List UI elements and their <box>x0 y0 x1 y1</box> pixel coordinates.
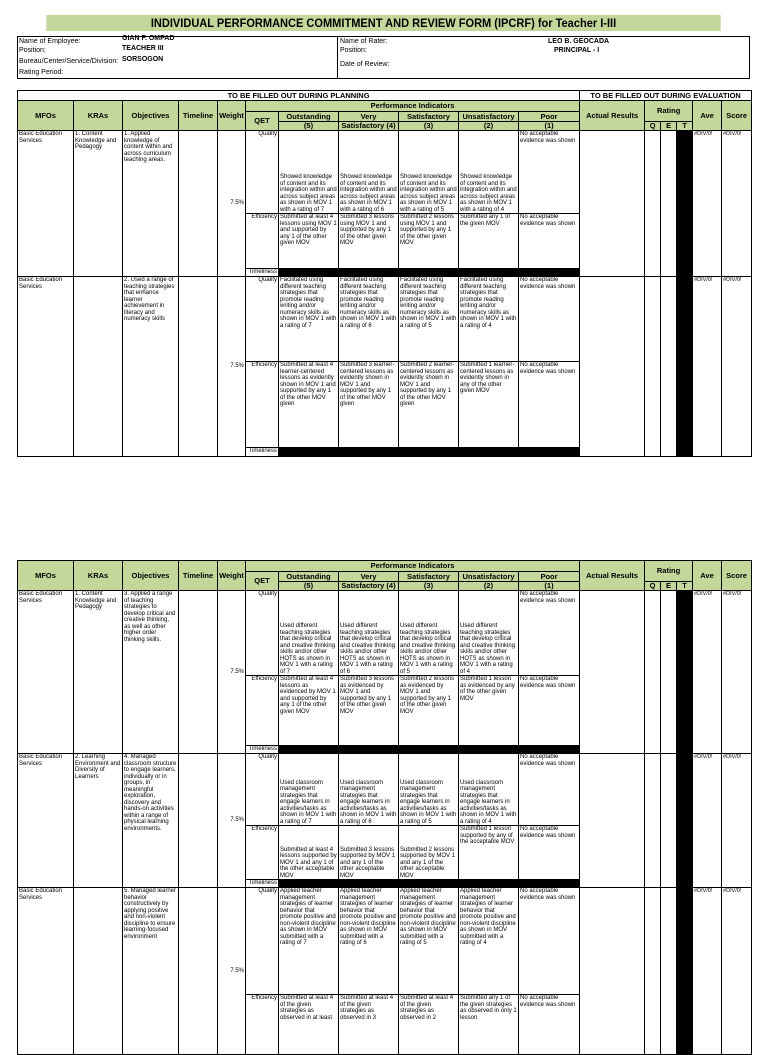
efficiency-indicator-4: Submitted 3 learner-centered lessons as evidently shown in MOV 1 and supported by any 1 of the other MOV given <box>339 362 399 448</box>
col-outstanding: Outstanding <box>279 572 339 582</box>
col-weight: Weight <box>218 101 246 131</box>
rating-q-cell <box>645 591 661 754</box>
quality-indicator-4: Used classroom management strategies that engage learners in activities/tasks as shown in MOV 1 with a rating of 6 <box>339 754 399 826</box>
rating-q-cell <box>645 888 661 1055</box>
qet-timeliness-label: Timeliness <box>246 746 279 754</box>
form-title: INDIVIDUAL PERFORMANCE COMMITMENT AND REVIEW FORM (IPCRF) for Teacher I-III <box>46 15 720 31</box>
efficiency-indicator-4: Submitted 3 lessons using MOV 1 and supported by any 1 of the other given MOV <box>339 214 399 269</box>
rater-position-value: PRINCIPAL - I <box>554 47 600 54</box>
col-satisfactory: Satisfactory <box>399 572 459 582</box>
col-satisfactory: Satisfactory <box>399 112 459 122</box>
timeline-cell <box>179 754 218 888</box>
rating-t-cell <box>677 131 693 277</box>
quality-indicator-2: Applied teacher management strategies of learner behavior that promote positive and non-violent discipline as shown in MOV submitted with a rating of 4 <box>459 888 519 995</box>
mfo-cell: Basic Education Services <box>18 888 74 1055</box>
efficiency-indicator-3: Submitted 2 lessons using MOV 1 and supported by any 1 of the other given MOV <box>399 214 459 269</box>
info-divider <box>337 37 338 78</box>
quality-indicator-5: Showed knowledge of content and its integration within and across subject areas as shown in MOV 1 with a rating of 7 <box>279 131 339 214</box>
efficiency-indicator-5: Submitted at least 4 lessons using MOV 1 and supported by any 1 of the other given MOV <box>279 214 339 269</box>
weight-cell: 7.5% <box>218 131 246 277</box>
qet-efficiency-label: Efficiency <box>246 214 279 269</box>
bureau-label: Bureau/Center/Service/Division: <box>19 58 119 65</box>
qet-efficiency-label: Efficiency <box>246 995 279 1055</box>
quality-indicator-4: Facilitated using different teaching strategies that promote reading writing and/or numeracy skills as shown in MOV 1 with a rating of 6 <box>339 277 399 362</box>
timeline-cell <box>179 131 218 277</box>
qet-quality-label: Quality <box>246 277 279 362</box>
quality-indicator-5: Applied teacher management strategies of learner behavior that promote positive and non-violent discipline as shown in MOV submitted with a rating of 7 <box>279 888 339 995</box>
col-q: Q <box>645 122 661 131</box>
efficiency-indicator-1: No acceptable evidence was shown <box>519 214 580 269</box>
col-very-satisfactory-num: Satisfactory (4) <box>339 122 399 131</box>
timeliness-blackout <box>279 880 580 888</box>
efficiency-indicator-2: Submitted 1 lesson as evidenced by any of the other given MOV <box>459 676 519 746</box>
ave-cell: #DIV/0! <box>693 591 722 754</box>
mfo-cell: Basic Education Services <box>18 591 74 754</box>
efficiency-indicator-2: Submitted 1 lesson supported by any of the acceptable MOV <box>459 826 519 880</box>
col-objectives: Objectives <box>123 561 179 591</box>
score-cell: #DIV/0! <box>722 277 752 457</box>
efficiency-indicator-2: Submitted 1 learner-centered lessons as evidently shown in any of the other given MOV <box>459 362 519 448</box>
rating-q-cell <box>645 754 661 888</box>
actual-results-cell <box>580 888 645 1055</box>
score-cell: #DIV/0! <box>722 591 752 754</box>
mfo-cell: Basic Education Services <box>18 754 74 888</box>
efficiency-indicator-4: Submitted 3 lessons supported by MOV 1 and any 1 of the other acceptable MOV <box>339 826 399 880</box>
col-satisfactory-num: (3) <box>399 582 459 591</box>
col-poor: Poor <box>519 572 580 582</box>
efficiency-indicator-3: Submitted 2 learner-centered lessons as evidently shown in MOV 1 and supported by any 1 of the other MOV given <box>399 362 459 448</box>
objective-cell: 5. Managed learner behavior constructively by applying positive and non-violent discipline to ensure learning-focused environment <box>123 888 179 1055</box>
col-rating: Rating <box>645 561 693 582</box>
rating-e-cell <box>661 754 677 888</box>
col-mfos: MFOs <box>18 561 74 591</box>
quality-indicator-4: Applied teacher management strategies of learner behavior that promote positive and non-violent discipline as shown in MOV submitted with a rating of 6 <box>339 888 399 995</box>
col-performance-indicators: Performance Indicators <box>246 101 580 112</box>
quality-indicator-4: Used different teaching strategies that develop critical and creative thinking skills and/or other HOTS as shown in MOV 1 with a rating of 6 <box>339 591 399 676</box>
rater-position-label: Position: <box>340 47 367 54</box>
ave-cell: #DIV/0! <box>693 754 722 888</box>
qet-quality-label: Quality <box>246 888 279 995</box>
efficiency-indicator-3: Submitted 2 lessons as evidenced by MOV 1 and supported by any 1 of the other given MOV <box>399 676 459 746</box>
rating-t-cell <box>677 754 693 888</box>
rating-t-cell <box>677 591 693 754</box>
col-e: E <box>661 122 677 131</box>
efficiency-indicator-2: Submitted any 1 of the given MOV <box>459 214 519 269</box>
rating-t-cell <box>677 277 693 457</box>
col-timeline: Timeline <box>179 561 218 591</box>
mfo-cell: Basic Education Services <box>18 131 74 277</box>
score-cell: #DIV/0! <box>722 888 752 1055</box>
employee-label: Name of Employee: <box>19 38 81 45</box>
col-score: Score <box>722 561 752 591</box>
timeliness-blackout <box>279 269 580 277</box>
timeline-cell <box>179 888 218 1055</box>
efficiency-indicator-4: Submitted at least 4 of the given strategies as observed in 3 <box>339 995 399 1055</box>
quality-indicator-1: No acceptable evidence was shown <box>519 131 580 214</box>
col-score: Score <box>722 101 752 131</box>
rating-t-cell <box>677 888 693 1055</box>
timeliness-blackout <box>279 746 580 754</box>
qet-efficiency-label: Efficiency <box>246 362 279 448</box>
col-mfos: MFOs <box>18 101 74 131</box>
efficiency-indicator-3: Submitted at least 4 of the given strategies as observed in 2 <box>399 995 459 1055</box>
rating-period-label: Rating Period: <box>19 69 64 76</box>
quality-indicator-2: Used different teaching strategies that develop critical and creative thinking skills and/or other HOTS as shown in MOV 1 with a rating of 4 <box>459 591 519 676</box>
quality-indicator-4: Showed knowledge of content and its integration within and across subject areas as shown in MOV 1 with a rating of 6 <box>339 131 399 214</box>
col-very-satisfactory: Very <box>339 112 399 122</box>
col-ave: Ave <box>693 101 722 131</box>
kra-cell <box>74 277 123 457</box>
col-very-satisfactory-num: Satisfactory (4) <box>339 582 399 591</box>
position-value: TEACHER III <box>122 45 164 52</box>
col-unsatisfactory-num: (2) <box>459 122 519 131</box>
quality-indicator-2: Used classroom management strategies that engage learners in activities/tasks as shown in MOV 1 with a rating of 4 <box>459 754 519 826</box>
quality-indicator-3: Facilitated using different teaching strategies that promote reading writing and/or numeracy skills as shown in MOV 1 with a rating of 5 <box>399 277 459 362</box>
col-unsatisfactory: Unsatisfactory <box>459 112 519 122</box>
employee-info-box <box>17 36 750 79</box>
kra-cell: 1. Content Knowledge and Pedagogy <box>74 591 123 754</box>
col-poor: Poor <box>519 112 580 122</box>
col-ave: Ave <box>693 561 722 591</box>
employee-name: GIAN F. OMPAD <box>122 35 175 42</box>
efficiency-indicator-2: Submitted any 1 of the given strategies as observed in only 1 lesson <box>459 995 519 1055</box>
col-timeline: Timeline <box>179 101 218 131</box>
qet-timeliness-label: Timeliness <box>246 448 279 457</box>
col-satisfactory-num: (3) <box>399 122 459 131</box>
efficiency-indicator-3: Submitted 2 lessons supported by MOV 1 and any 1 of the other acceptable MOV <box>399 826 459 880</box>
timeline-cell <box>179 277 218 457</box>
rating-e-cell <box>661 591 677 754</box>
qet-quality-label: Quality <box>246 754 279 826</box>
quality-indicator-1: No acceptable evidence was shown <box>519 888 580 995</box>
qet-quality-label: Quality <box>246 591 279 676</box>
rating-e-cell <box>661 131 677 277</box>
efficiency-indicator-5: Submitted at least 4 learner-centered lessons as evidently shown in MOV 1 and supported by any 1 of the other MOV given <box>279 362 339 448</box>
efficiency-indicator-1: No acceptable evidence was shown <box>519 362 580 448</box>
quality-indicator-2: Facilitated using different teaching strategies that promote reading writing and/or numeracy skills as shown in MOV 1 with a rating of 4 <box>459 277 519 362</box>
ave-cell: #DIV/0! <box>693 888 722 1055</box>
planning-header: TO BE FILLED OUT DURING PLANNING <box>18 91 580 101</box>
kra-cell <box>74 888 123 1055</box>
efficiency-indicator-5: Submitted at least 4 lessons as evidenced by MOV 1 and supported by any 1 of the other given MOV <box>279 676 339 746</box>
quality-indicator-5: Used different teaching strategies that develop critical and creative thinking skills and/or other HOTS as shown in MOV 1 with a rating of 7 <box>279 591 339 676</box>
qet-timeliness-label: Timeliness <box>246 269 279 277</box>
actual-results-cell <box>580 591 645 754</box>
review-date-label: Date of Review: <box>340 61 390 68</box>
weight-cell: 7.5% <box>218 888 246 1055</box>
mfo-cell: Basic Education Services <box>18 277 74 457</box>
qet-efficiency-label: Efficiency <box>246 676 279 746</box>
objective-cell: 4. Managed classroom structure to engage learners, individually or in groups, in meaningful exploration, discovery and hands-on activities within a range of physical learning environments. <box>123 754 179 888</box>
efficiency-indicator-1: No acceptable evidence was shown <box>519 995 580 1055</box>
objective-cell: 2. Used a range of teaching strategies that enhance learner achievement in literacy and numeracy skills <box>123 277 179 457</box>
col-performance-indicators: Performance Indicators <box>246 561 580 572</box>
ipcrf-table-1 <box>17 90 752 457</box>
qet-timeliness-label: Timeliness <box>246 880 279 888</box>
ipcrf-table-2 <box>17 560 752 1055</box>
rater-label: Name of Rater: <box>340 38 388 45</box>
col-actual-results: Actual Results <box>580 101 645 131</box>
col-unsatisfactory: Unsatisfactory <box>459 572 519 582</box>
rater-name: LEO B. GEOCADA <box>548 38 610 45</box>
weight-cell: 7.5% <box>218 754 246 888</box>
efficiency-indicator-5: Submitted at least 4 lessons supported by MOV 1 and any 1 of the other acceptable MOV <box>279 826 339 880</box>
quality-indicator-2: Showed knowledge of content and its integration within and across subject areas as shown in MOV 1 with a rating of 4 <box>459 131 519 214</box>
col-q: Q <box>645 582 661 591</box>
quality-indicator-3: Applied teacher management strategies of learner behavior that promote positive and non-violent discipline as shown in MOV submitted with a rating of 5 <box>399 888 459 995</box>
col-poor-num: (1) <box>519 122 580 131</box>
rating-e-cell <box>661 888 677 1055</box>
col-t: T <box>677 582 693 591</box>
col-e: E <box>661 582 677 591</box>
col-outstanding-num: (5) <box>279 122 339 131</box>
kra-cell: 1. Content Knowledge and Pedagogy <box>74 131 123 277</box>
quality-indicator-3: Showed knowledge of content and its integration within and across subject areas as shown in MOV 1 with a rating of 5 <box>399 131 459 214</box>
objective-cell: 3. Applied a range of teaching strategies to develop critical and creative thinking, as well as other higher order thinking skills. <box>123 591 179 754</box>
col-outstanding-num: (5) <box>279 582 339 591</box>
weight-cell: 7.5% <box>218 277 246 457</box>
col-qet: QET <box>246 572 279 591</box>
col-kras: KRAs <box>74 561 123 591</box>
score-cell: #DIV/0! <box>722 754 752 888</box>
col-outstanding: Outstanding <box>279 112 339 122</box>
efficiency-indicator-5: Submitted at least 4 of the given strategies as observed in at least <box>279 995 339 1055</box>
col-t: T <box>677 122 693 131</box>
quality-indicator-5: Used classroom management strategies that engage learners in activities/tasks as shown in MOV 1 with a rating of 7 <box>279 754 339 826</box>
col-qet: QET <box>246 112 279 131</box>
col-actual-results: Actual Results <box>580 561 645 591</box>
score-cell: #DIV/0! <box>722 131 752 277</box>
bureau-value: SORSOGON <box>122 56 164 63</box>
quality-indicator-1: No acceptable evidence was shown <box>519 591 580 676</box>
timeliness-blackout <box>279 448 580 457</box>
col-weight: Weight <box>218 561 246 591</box>
rating-e-cell <box>661 277 677 457</box>
position-label: Position: <box>19 47 46 54</box>
actual-results-cell <box>580 754 645 888</box>
qet-efficiency-label: Efficiency <box>246 826 279 880</box>
efficiency-indicator-1: No acceptable evidence was shown <box>519 826 580 880</box>
actual-results-cell <box>580 131 645 277</box>
col-kras: KRAs <box>74 101 123 131</box>
ave-cell: #DIV/0! <box>693 277 722 457</box>
quality-indicator-1: No acceptable evidence was shown <box>519 277 580 362</box>
evaluation-header: TO BE FILLED OUT DURING EVALUATION <box>580 91 752 101</box>
efficiency-indicator-4: Submitted 3 lessons as evidenced by MOV 1 and supported by any 1 of the other given MOV <box>339 676 399 746</box>
rating-q-cell <box>645 131 661 277</box>
qet-quality-label: Quality <box>246 131 279 214</box>
timeline-cell <box>179 591 218 754</box>
quality-indicator-5: Facilitated using different teaching strategies that promote reading writing and/or numeracy skills as shown in MOV 1 with a rating of 7 <box>279 277 339 362</box>
weight-cell: 7.5% <box>218 591 246 754</box>
efficiency-indicator-1: No acceptable evidence was shown <box>519 676 580 746</box>
col-very-satisfactory: Very <box>339 572 399 582</box>
quality-indicator-3: Used classroom management strategies that engage learners in activities/tasks as shown in MOV 1 with a rating of 5 <box>399 754 459 826</box>
quality-indicator-1: No acceptable evidence was shown <box>519 754 580 826</box>
rating-q-cell <box>645 277 661 457</box>
objective-cell: 1. Applied knowledge of content within and across curriculum teaching areas. <box>123 131 179 277</box>
col-rating: Rating <box>645 101 693 122</box>
quality-indicator-3: Used different teaching strategies that develop critical and creative thinking skills and/or other HOTS as shown in MOV 1 with a rating of 5 <box>399 591 459 676</box>
kra-cell: 2. Learning Environment and Diversity of Learners <box>74 754 123 888</box>
col-poor-num: (1) <box>519 582 580 591</box>
actual-results-cell <box>580 277 645 457</box>
col-unsatisfactory-num: (2) <box>459 582 519 591</box>
ave-cell: #DIV/0! <box>693 131 722 277</box>
col-objectives: Objectives <box>123 101 179 131</box>
